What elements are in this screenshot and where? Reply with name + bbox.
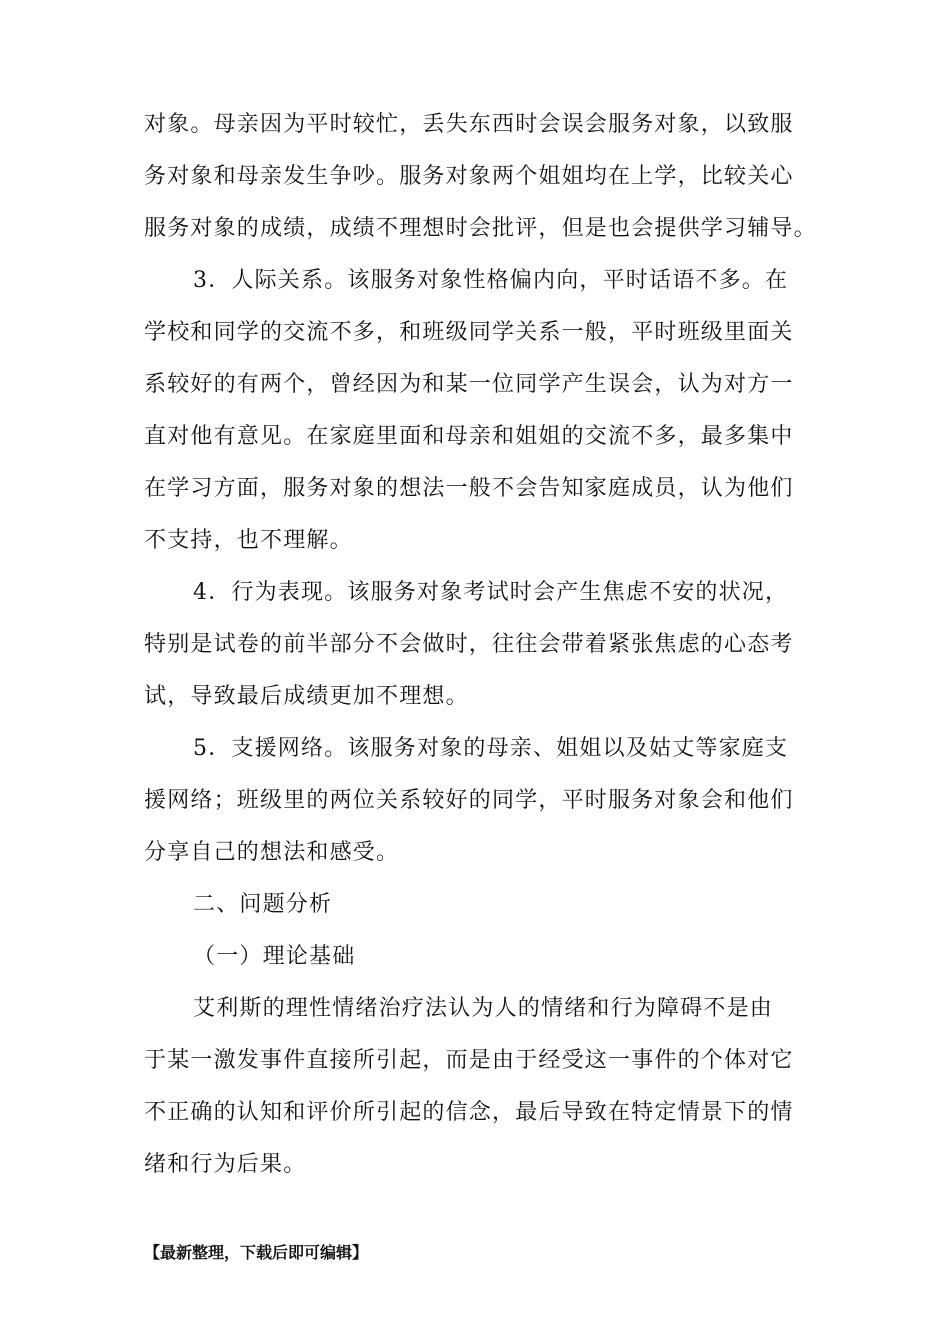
text-line: 不正确的认知和评价所引起的信念，最后导致在特定情景下的情 xyxy=(144,1100,794,1125)
text-line: 绪和行为后果。 xyxy=(144,1152,307,1177)
text-line: 援网络；班级里的两位关系较好的同学，平时服务对象会和他们 xyxy=(144,788,794,813)
text-line: 学校和同学的交流不多，和班级同学关系一般，平时班级里面关 xyxy=(144,320,794,345)
text-line: 分享自己的想法和感受。 xyxy=(144,840,400,865)
paragraph-heading-interpersonal: 3．人际关系。该服务对象性格偏内向，平时话语不多。在 xyxy=(193,268,789,293)
text-line: 系较好的有两个，曾经因为和某一位同学产生误会，认为对方一 xyxy=(144,372,794,397)
footer-note: 【最新整理，下载后即可编辑】 xyxy=(144,1243,369,1262)
text-line: 对象。母亲因为平时较忙，丢失东西时会误会服务对象，以致服 xyxy=(144,112,794,137)
text-line: 于某一激发事件直接所引起，而是由于经受这一事件的个体对它 xyxy=(144,1048,794,1073)
section-heading: 二、问题分析 xyxy=(193,892,333,917)
text-line: 直对他有意见。在家庭里面和母亲和姐姐的交流不多，最多集中 xyxy=(144,424,794,449)
text-line: 不支持，也不理解。 xyxy=(144,528,353,553)
paragraph-heading-support: 5．支援网络。该服务对象的母亲、姐姐以及姑丈等家庭支 xyxy=(193,736,789,761)
text-line: 务对象和母亲发生争吵。服务对象两个姐姐均在上学，比较关心 xyxy=(144,164,794,189)
text-line: 特别是试卷的前半部分不会做时，往往会带着紧张焦虑的心态考 xyxy=(144,632,794,657)
text-line: 艾利斯的理性情绪治疗法认为人的情绪和行为障碍不是由 xyxy=(193,996,774,1021)
text-line: 在学习方面，服务对象的想法一般不会告知家庭成员，认为他们 xyxy=(144,476,794,501)
text-line: 试，导致最后成绩更加不理想。 xyxy=(144,684,469,709)
text-line: 服务对象的成绩，成绩不理想时会批评，但是也会提供学习辅导。 xyxy=(144,216,817,241)
paragraph-heading-behavior: 4．行为表现。该服务对象考试时会产生焦虑不安的状况， xyxy=(193,580,789,605)
subsection-heading: （一）理论基础 xyxy=(193,944,356,969)
